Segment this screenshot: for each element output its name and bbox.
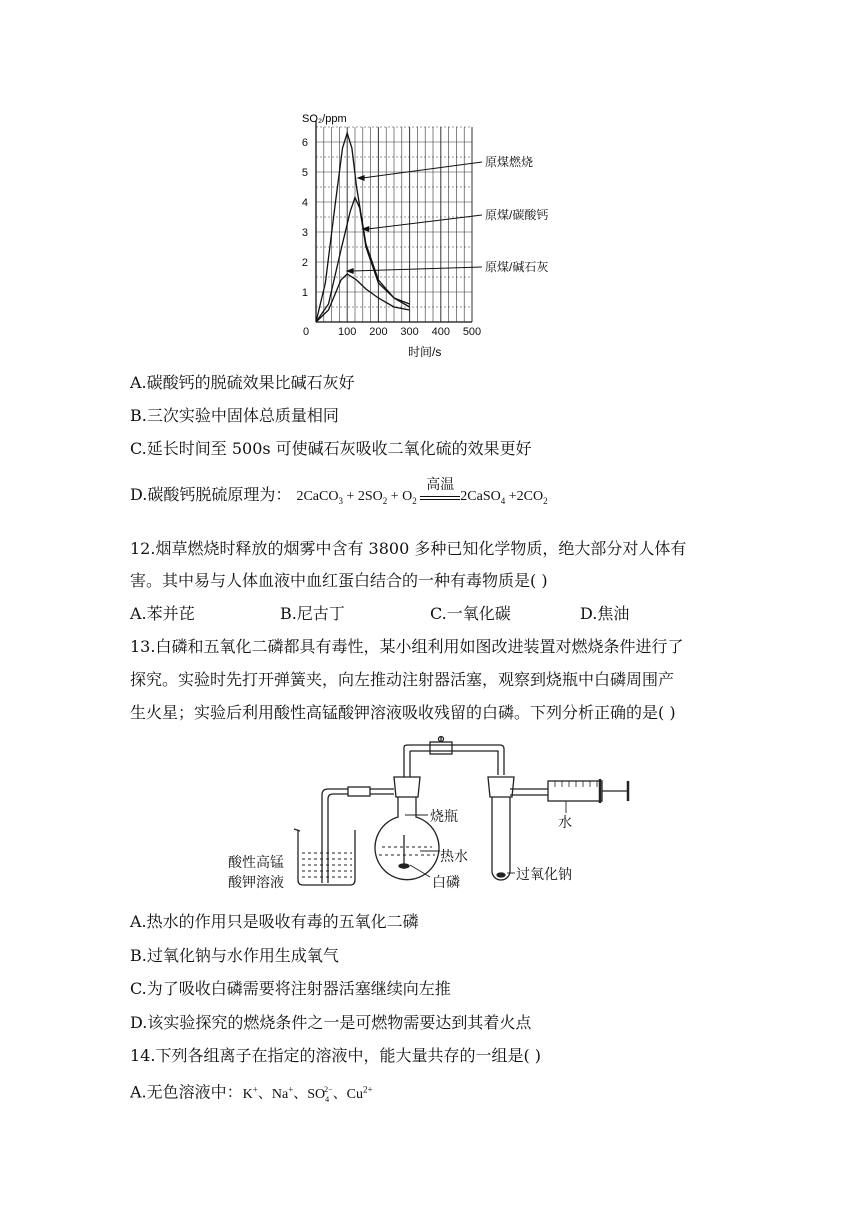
- q12-option-d: D.焦油: [580, 604, 630, 623]
- q13-option-c: C.为了吸收白磷需要将注射器活塞继续向左推: [130, 979, 451, 998]
- x-tick-label: 0: [302, 326, 310, 338]
- q13-stem-line2: 探究。实验时先打开弹簧夹，向左推动注射器活塞，观察到烧瓶中白磷周围产: [130, 670, 675, 689]
- label-flask: 烧瓶: [430, 808, 458, 824]
- q14-stem: 14.下列各组离子在指定的溶液中，能大量共存的一组是( ): [130, 1046, 542, 1065]
- y-tick-label: 6: [301, 137, 308, 149]
- q13-stem-line1: 13.白磷和五氧化二磷都具有毒性，某小组利用如图改进装置对燃烧条件进行了: [130, 637, 684, 656]
- q12-stem-line2: 害。其中易与人体血液中血红蛋白结合的一种有毒物质是( ): [130, 571, 548, 590]
- chart-grid: [316, 121, 472, 322]
- label-water: 水: [558, 814, 572, 830]
- x-tick-label: 100: [338, 326, 357, 338]
- top-tube: [404, 737, 504, 776]
- y-tick-label: 4: [301, 197, 308, 209]
- label-white-phosphorus: 白磷: [432, 874, 460, 890]
- y-axis-label: SO₂/ppm: [302, 113, 347, 125]
- q12-option-c: C.一氧化碳: [430, 604, 511, 623]
- label-hot-water: 热水: [440, 848, 468, 864]
- legend-entry: 原煤燃烧: [485, 155, 534, 169]
- y-tick-label: 3: [301, 227, 308, 239]
- q11-option-a: A.碳酸钙的脱硫效果比碱石灰好: [130, 373, 355, 392]
- syringe: [548, 779, 628, 813]
- q11-option-b: B.三次实验中固体总质量相同: [130, 406, 339, 425]
- q14-option-a-prefix: A.无色溶液中：: [130, 1082, 243, 1102]
- legend-entry: 原煤/碱石灰: [485, 260, 549, 274]
- q11-option-c: C.延长时间至 500s 可使碱石灰吸收二氧化硫的效果更好: [130, 439, 532, 458]
- label-kmno4-line1: 酸性高锰: [228, 854, 284, 870]
- x-tick-label: 500: [462, 326, 482, 338]
- x-axis-label: 时间/s: [408, 345, 442, 359]
- legend-entry: 原煤/碳酸钙: [485, 208, 549, 222]
- q12-stem-line1: 12.烟草燃烧时释放的烟雾中含有 3800 多种已知化学物质，绝大部分对人体有: [130, 539, 687, 558]
- y-tick-label: 1: [301, 287, 308, 299]
- q13-option-d: D.该实验探究的燃烧条件之一是可燃物需要达到其着火点: [130, 1013, 532, 1032]
- q11-equation: 2CaCO$_3$ + $2SO_2 + O_2$ 高温 2CaSO$_4$ $+2CO_2$: [296, 489, 547, 504]
- x-tick-label: 300: [400, 326, 419, 338]
- q14-ions: K+、Na+、$SO_4^{2-}$、$Cu^{2+}$: [242, 1084, 373, 1104]
- q12-option-a: A.苯并芘: [130, 604, 195, 623]
- q13-option-b: B.过氧化钠与水作用生成氧气: [130, 946, 339, 965]
- test-tube: [488, 777, 548, 880]
- y-tick-label: 5: [301, 167, 308, 179]
- label-kmno4-line2: 酸钾溶液: [228, 874, 284, 890]
- q11-option-d-prefix: D.碳酸钙脱硫原理为：: [130, 485, 292, 504]
- q14-option-a: [130, 1078, 373, 1110]
- q13-stem-line3: 生火星；实验后利用酸性高锰酸钾溶液吸收残留的白磷。下列分析正确的是( ): [130, 703, 676, 722]
- legend-pointer: [352, 267, 482, 271]
- x-tick-label: 200: [369, 326, 388, 338]
- reaction-condition: 高温: [426, 477, 455, 493]
- so2-chart: [0, 0, 860, 370]
- beaker: [294, 829, 355, 885]
- label-sodium-peroxide: 过氧化钠: [516, 866, 572, 882]
- y-tick-label: 2: [301, 257, 308, 269]
- legend-arrowhead: [357, 175, 365, 181]
- q13-option-a: A.热水的作用只是吸收有毒的五氧化二磷: [130, 912, 419, 931]
- x-tick-label: 400: [431, 326, 450, 338]
- q12-option-b: B.尼古丁: [280, 604, 345, 623]
- q11-option-d: [130, 477, 548, 512]
- apparatus-diagram: [0, 735, 860, 905]
